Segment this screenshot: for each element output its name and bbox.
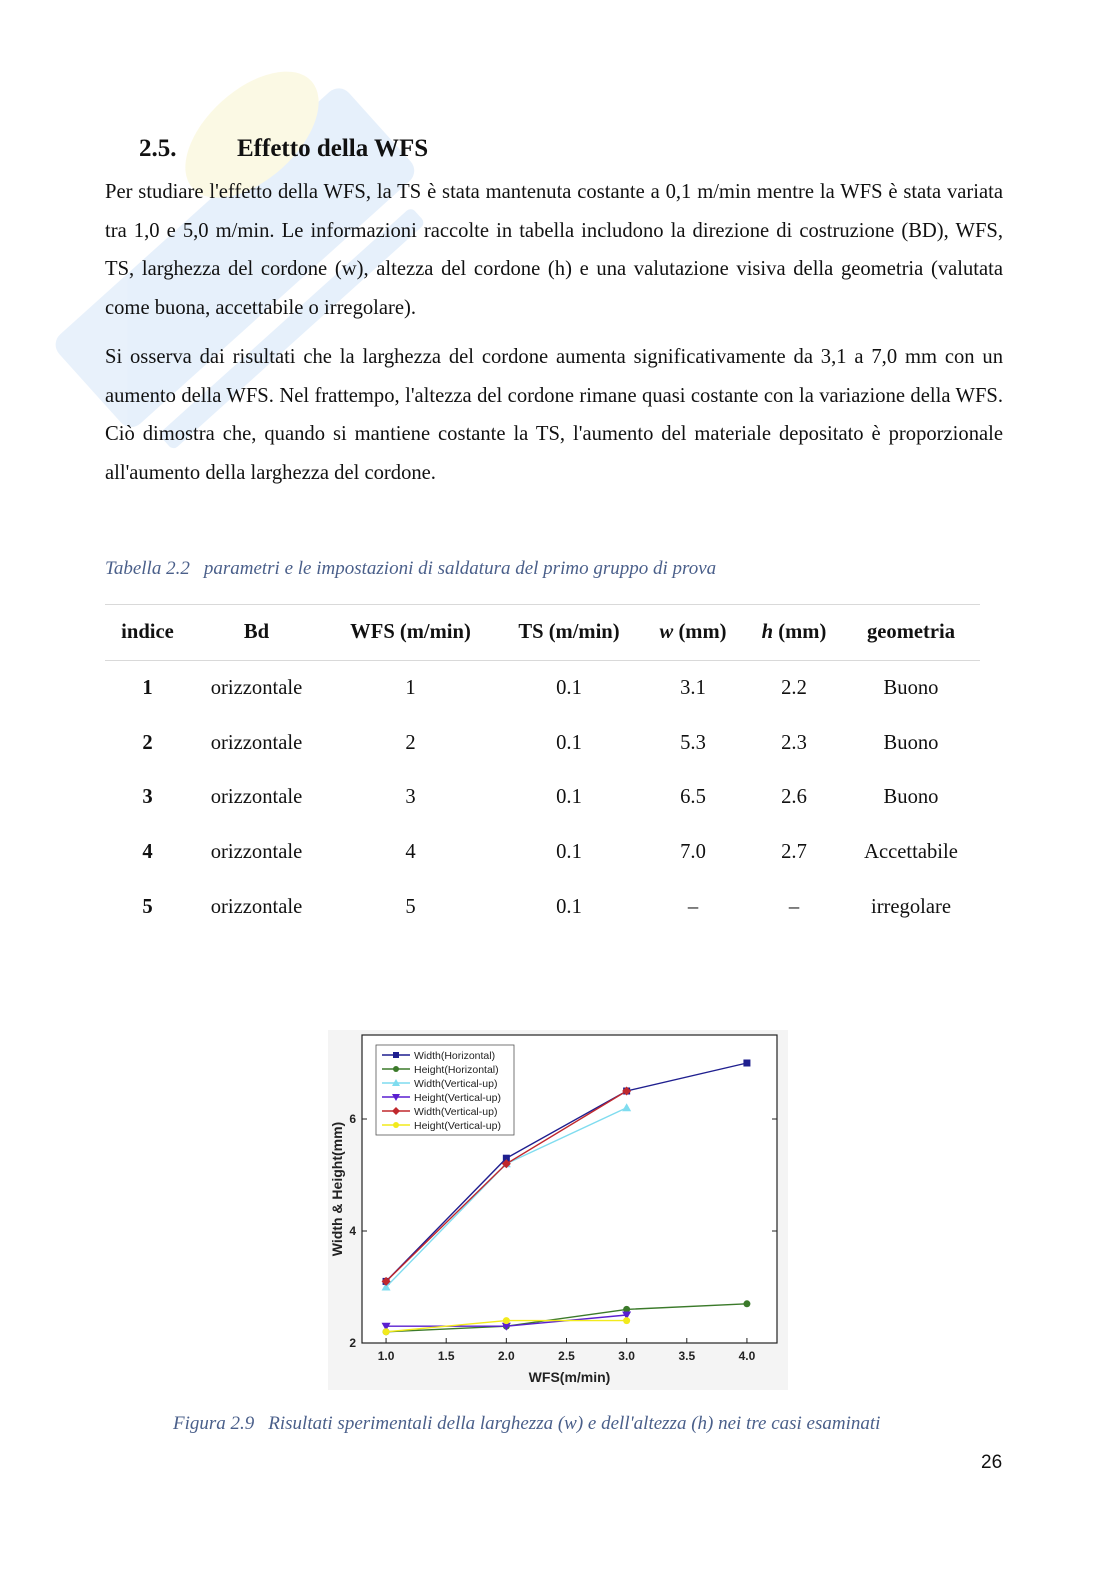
table-caption: [105, 558, 716, 580]
y-tick-label: 6: [349, 1112, 356, 1126]
cell-h: 2.6: [781, 786, 807, 809]
cell-h: 2.3: [781, 731, 807, 754]
data-point: [383, 1328, 390, 1335]
wfs-chart: [328, 1030, 788, 1390]
cell-ts: 0.1: [556, 676, 582, 699]
table-caption-text: parametri e le impostazioni di saldatura del primo gruppo di prova: [203, 558, 717, 579]
figure-chart: [328, 1030, 788, 1390]
table-row: [105, 716, 980, 771]
figure-caption-text: Risultati sperimentali della larghezza (w) e dell'altezza (h) nei tre casi esaminati: [268, 1413, 881, 1434]
cell-bd: orizzontale: [210, 731, 303, 754]
cell-bd: orizzontale: [210, 786, 303, 809]
y-tick-label: 2: [349, 1336, 356, 1350]
cell-geometria: Buono: [883, 786, 939, 809]
section-title: Effetto della WFS: [237, 135, 429, 162]
cell-ts: 0.1: [556, 731, 582, 754]
cell-bd: orizzontale: [210, 895, 303, 918]
cell-geometria: irregolare: [870, 895, 952, 918]
x-tick-label: 1.0: [377, 1349, 395, 1363]
legend-entry: Width(Vertical-up): [414, 1106, 498, 1118]
col-header-h: [746, 605, 842, 661]
data-point: [623, 1317, 630, 1324]
table-row: [105, 825, 980, 880]
figure-caption-label: Figura 2.9: [173, 1413, 255, 1434]
data-point: [503, 1317, 510, 1324]
col-header-bd: Bd: [190, 605, 323, 661]
legend-entry: Width(Horizontal): [414, 1050, 496, 1062]
data-point: [393, 1066, 399, 1072]
legend-entry: Height(Vertical-up): [414, 1120, 501, 1132]
col-header-h-symbol: h: [761, 621, 774, 643]
legend-entry: Height(Horizontal): [414, 1064, 499, 1076]
x-axis-label: WFS(m/min): [528, 1369, 611, 1385]
x-tick-label: 2.0: [498, 1349, 515, 1363]
x-tick-label: 1.5: [437, 1349, 455, 1363]
parameters-table: [105, 604, 980, 934]
legend-entry: Height(Vertical-up): [414, 1092, 501, 1104]
cell-wfs: 1: [405, 676, 416, 699]
data-point: [743, 1300, 750, 1307]
section-heading: [139, 132, 428, 166]
data-point: [393, 1052, 399, 1058]
paragraph-2: Si osserva dai risultati che la larghezza del cordone aumenta significativamente da 3,1 a 7,0 mm con un aumento della WFS. Nel frattempo, l'altezza del cordone rimane quasi costante con la variazione della WFS. Ciò dimostra che, quando si mantiene costante la TS, l'aumento del materiale depositato è proporzionale all'aumento della larghezza del cordone.: [105, 346, 1003, 485]
cell-bd: orizzontale: [210, 676, 303, 699]
cell-bd: orizzontale: [210, 840, 303, 863]
cell-w: 3.1: [680, 676, 706, 699]
col-header-wfs: WFS (m/min): [323, 605, 498, 661]
legend: [376, 1045, 514, 1135]
cell-h: 2.7: [781, 840, 807, 863]
col-header-w: [640, 605, 746, 661]
y-axis-label: Width & Height(mm): [329, 1121, 345, 1257]
cell-wfs: 5: [405, 895, 416, 918]
paragraph-1: Per studiare l'effetto della WFS, la TS è stata mantenuta costante a 0,1 m/min mentre la WFS è stata variata tra 1,0 e 5,0 m/min. Le informazioni raccolte in tabella includono la direzione di costruzione (BD), WFS, TS, larghezza del cordone (w), altezza del cordone (h) e una valutazione visiva della geometria (valutata come buona, accettabile o irregolare).: [105, 181, 1003, 320]
cell-ts: 0.1: [556, 786, 582, 809]
page-number: 26: [981, 1452, 1003, 1473]
y-tick-label: 4: [349, 1224, 356, 1238]
cell-w: 6.5: [680, 786, 706, 809]
cell-w: –: [687, 895, 699, 918]
cell-ts: 0.1: [556, 895, 582, 918]
cell-wfs: 2: [405, 731, 416, 754]
table-row: [105, 770, 980, 825]
x-tick-label: 3.5: [678, 1349, 696, 1363]
cell-geometria: Buono: [883, 676, 939, 699]
legend-entry: Width(Vertical-up): [414, 1078, 498, 1090]
col-header-geometria: geometria: [842, 605, 980, 661]
cell-indice: 3: [142, 786, 153, 809]
cell-geometria: Accettabile: [864, 840, 958, 863]
x-tick-label: 4.0: [738, 1349, 756, 1363]
section-number: 2.5.: [139, 135, 177, 162]
col-header-w-unit: (mm): [678, 621, 727, 643]
table-caption-label: Tabella 2.2: [105, 558, 190, 579]
cell-wfs: 4: [405, 840, 416, 863]
figure-caption: [173, 1413, 880, 1435]
cell-wfs: 3: [405, 786, 416, 809]
data-point: [743, 1060, 750, 1067]
cell-indice: 4: [142, 840, 153, 863]
cell-h: 2.2: [781, 676, 807, 699]
col-header-h-unit: (mm): [778, 621, 827, 643]
x-tick-label: 2.5: [558, 1349, 575, 1363]
cell-h: –: [788, 895, 800, 918]
cell-indice: 5: [142, 895, 153, 918]
x-tick-label: 3.0: [618, 1349, 635, 1363]
cell-indice: 1: [142, 676, 153, 699]
table-row: [105, 880, 980, 935]
cell-w: 7.0: [680, 840, 706, 863]
cell-indice: 2: [142, 731, 153, 754]
cell-w: 5.3: [680, 731, 706, 754]
table-header-row: [105, 605, 980, 661]
col-header-w-symbol: w: [659, 621, 674, 643]
col-header-ts: TS (m/min): [498, 605, 640, 661]
table-row: [105, 661, 980, 716]
col-header-indice: indice: [105, 605, 190, 661]
cell-geometria: Buono: [883, 731, 939, 754]
data-point: [393, 1122, 399, 1128]
cell-ts: 0.1: [556, 840, 582, 863]
